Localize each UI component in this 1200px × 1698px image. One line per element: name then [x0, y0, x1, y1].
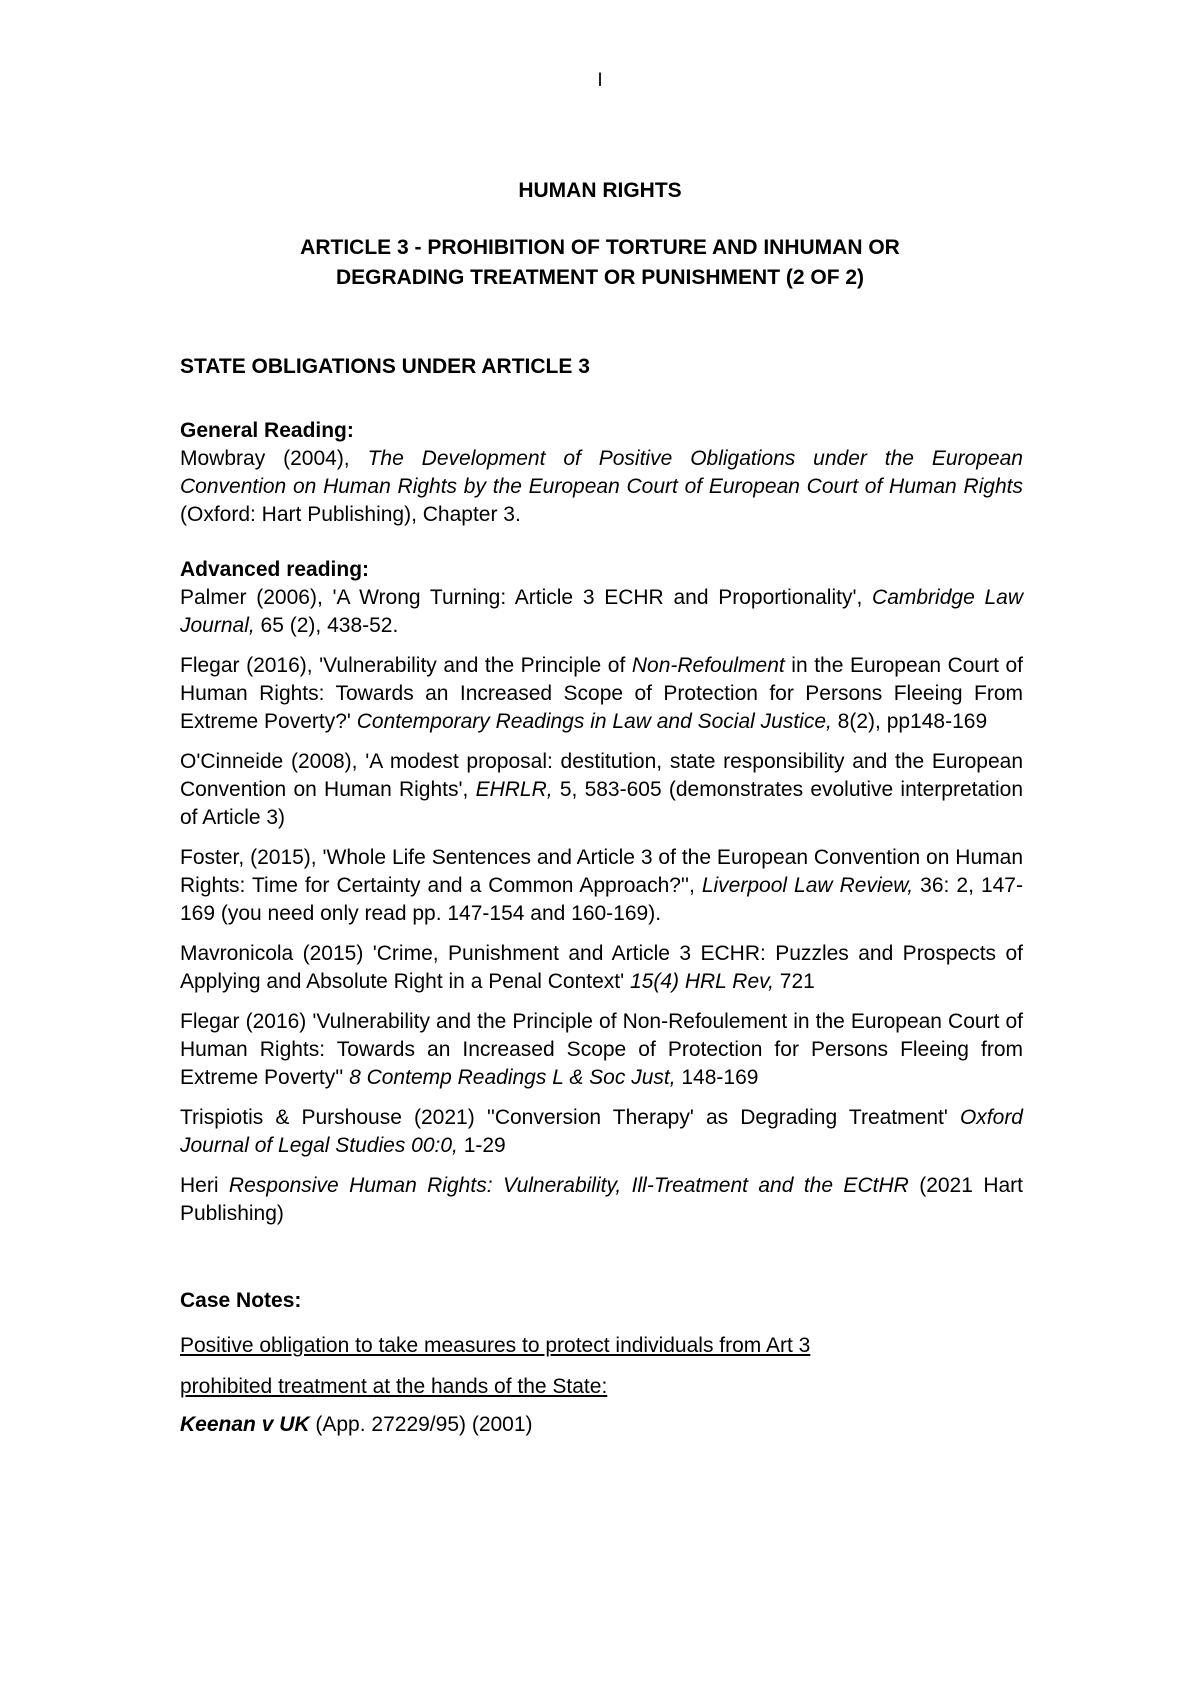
case-citation: [180, 1407, 1023, 1443]
citation-author: Mowbray (2004),: [180, 447, 368, 470]
reading-entry: [180, 940, 1023, 996]
case-notes-label: Case Notes:: [180, 1289, 302, 1312]
entry-text: Mavronicola (2015) 'Crime, Punishment and Article 3 ECHR: Puzzles and Prospects of Applying and Absolute Right in a Penal Context': [180, 942, 1023, 993]
entry-text: Trispiotis & Purshouse (2021) ''Conversion Therapy' as Degrading Treatment': [180, 1106, 960, 1129]
advanced-reading-block: [180, 556, 1023, 1228]
section-heading: [180, 355, 1023, 379]
reading-entry: [180, 1104, 1023, 1160]
advanced-reading-label: Advanced reading:: [180, 558, 370, 581]
document-title: HUMAN RIGHTS: [518, 179, 682, 202]
case-notes-subheading-2: prohibited treatment at the hands of the State:: [180, 1375, 608, 1398]
entry-text: O'Cinneide (2008), 'A modest proposal: destitution, state responsibility and the European Convention on Human Rights',: [180, 750, 1023, 801]
entry-journal: 8 Contemp Readings L & Soc Just,: [349, 1066, 676, 1089]
entry-journal: Contemporary Readings in Law and Social Justice,: [356, 710, 832, 733]
reading-entry: [180, 652, 1023, 736]
entry-details: 8(2), pp148-169: [831, 710, 988, 733]
case-notes-subheading-1: Positive obligation to take measures to protect individuals from Art 3: [180, 1334, 811, 1357]
entry-italic: Non-Refoulment: [631, 654, 785, 677]
entry-details: 721: [773, 970, 815, 993]
document-subtitle: ARTICLE 3 - PROHIBITION OF TORTURE AND INHUMAN OR DEGRADING TREATMENT OR PUNISHMENT (2 OF 2): [300, 236, 900, 289]
entry-details: 36: 2, 147-169 (you need only read pp. 147-154 and 160-169).: [180, 874, 1023, 925]
entry-journal: 15(4) HRL Rev,: [629, 970, 774, 993]
entry-details: 148-169: [675, 1066, 759, 1089]
entry-journal: Oxford Journal of Legal Studies 00:0,: [180, 1106, 1023, 1157]
entry-journal: Liverpool Law Review,: [701, 874, 914, 897]
entry-journal: EHRLR,: [475, 778, 553, 801]
case-name: Keenan v UK: [180, 1413, 310, 1436]
page-number: I: [597, 70, 603, 91]
entry-details: 65 (2), 438-52.: [254, 614, 399, 637]
citation-details: (Oxford: Hart Publishing), Chapter 3.: [180, 503, 521, 526]
entry-details: (2021 Hart Publishing): [180, 1174, 1023, 1225]
entry-text: Heri: [180, 1174, 229, 1197]
entry-title: Responsive Human Rights: Vulnerability, Ill-Treatment and the ECtHR: [228, 1174, 909, 1197]
general-reading-label: General Reading:: [180, 419, 354, 442]
reading-entry: [180, 748, 1023, 832]
case-reference: (App. 27229/95) (2001): [309, 1413, 533, 1436]
entry-details: 1-29: [457, 1134, 506, 1157]
entry-details: 5, 583-605 (demonstrates evolutive interpretation of Article 3): [180, 778, 1023, 829]
reading-entry: [180, 1008, 1023, 1092]
general-reading-block: [180, 417, 1023, 529]
reading-entry: [180, 584, 1023, 640]
entry-text: Flegar (2016) 'Vulnerability and the Principle of Non-Refoulement in the European Court of Human Rights: Towards an Increased Scope of Protection for Persons Fleeing from Extreme Poverty'': [180, 1010, 1023, 1089]
entry-text: Foster, (2015), 'Whole Life Sentences and Article 3 of the European Convention on Human Rights: Time for Certainty and a Common Approach?'',: [180, 846, 1023, 897]
section-heading-text: STATE OBLIGATIONS UNDER ARTICLE 3: [180, 355, 590, 378]
entry-text: Flegar (2016), 'Vulnerability and the Principle of: [180, 654, 632, 677]
general-reading-entry: [180, 445, 1023, 529]
reading-entry: [180, 844, 1023, 928]
entry-text-cont: in the European Court of Human Rights: Towards an Increased Scope of Protection for Persons Fleeing From Extreme Poverty?': [180, 654, 1023, 733]
reading-entry: [180, 1172, 1023, 1228]
citation-title: The Development of Positive Obligations under the European Convention on Human Rights by the European Court of European Court of Human Rights: [180, 447, 1023, 498]
case-notes-block: [180, 1287, 1023, 1443]
entry-journal: Cambridge Law Journal,: [180, 586, 1023, 637]
entry-text: Palmer (2006), 'A Wrong Turning: Article 3 ECHR and Proportionality',: [180, 586, 873, 609]
